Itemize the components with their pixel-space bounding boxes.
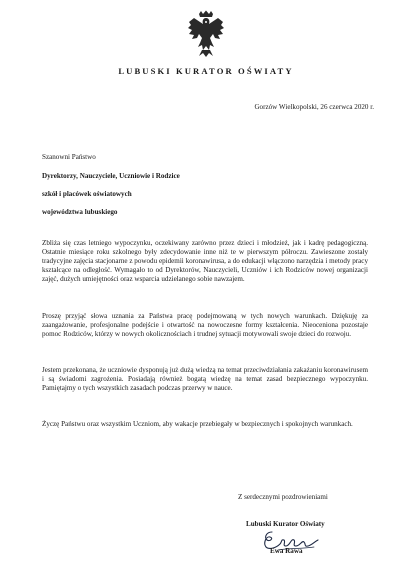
office-title: LUBUSKI KURATOR OŚWIATY — [118, 66, 294, 76]
recipient-line: Dyrektorzy, Nauczyciele, Uczniowie i Rodzice — [42, 172, 180, 180]
body-paragraph: Jestem przekonana, że uczniowie dysponują już dużą wiedzą na temat przeciwdziałania zakażaniu koronawirusem i są świadomi zagrożenia. Posiadają również bogatą wiedzę na temat zasad bezpiecznego wypoczynku. Pamiętajmy o tych wszystkich zasadach podczas przerwy w nauce. — [42, 366, 368, 392]
salutation: Szanowni Państwo — [42, 153, 96, 161]
closing: Z serdecznymi pozdrowieniami — [238, 493, 328, 501]
recipient-line: województwa lubuskiego — [42, 208, 118, 216]
body-paragraph: Zbliża się czas letniego wypoczynku, oczekiwany zarówno przez dzieci i młodzież, jak i kadrę pedagogiczną. Ostatnie miesiące roku szkolnego były zdecydowanie inne niż te w pierwszym półroczu. Zawieszone zostały tradycyjne zajęcia stacjonarne z powodu epidemii koronawirusa, a do edukacji włączono narzędzia i metody pracy kształcące na odległość. Wymagało to od Dyrektorów, Nauczycieli, Uczniów i ich Rodziców nowej organizacji zajęć, dużych umiejętności oraz wsparcia udzielanego sobie nawzajem. — [42, 239, 368, 283]
signer-name: Ewa Rawa — [270, 547, 303, 555]
signer-title: Lubuski Kurator Oświaty — [246, 520, 325, 528]
polish-eagle-icon — [188, 10, 224, 58]
recipient-line: szkół i placówek oświatowych — [42, 190, 132, 198]
body-paragraph: Proszę przyjąć słowa uznania za Państwa pracę podejmowaną w tych nowych warunkach. Dziękuję za zaangażowanie, profesjonalne podejście i otwartość na nowoczesne formy kształcenia. Nieoceniona pozostaje pomoc Rodziców, którzy w nowych okolicznościach i trudnej sytuacji motywowali swoje dzieci do rozwoju. — [42, 312, 368, 338]
letter-date: Gorzów Wielkopolski, 26 czerwca 2020 r. — [254, 103, 374, 111]
body-paragraph: Życzę Państwu oraz wszystkim Uczniom, aby wakacje przebiegały w bezpiecznych i spokojnych warunkach. — [42, 420, 353, 428]
